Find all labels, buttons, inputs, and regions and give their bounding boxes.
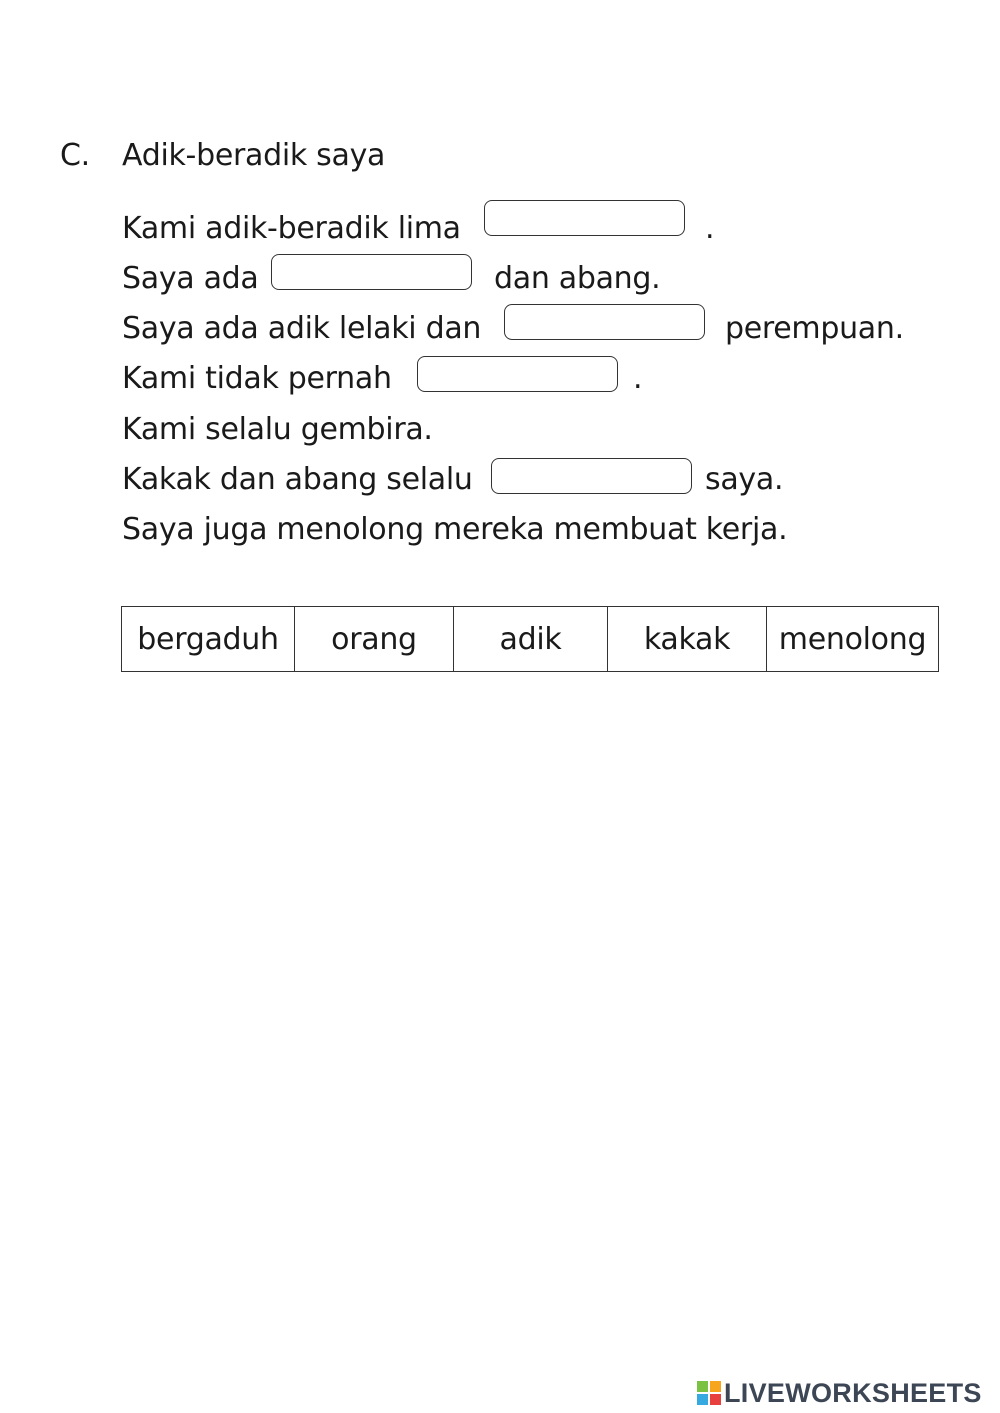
liveworksheets-logo-icon	[697, 1381, 721, 1405]
answer-field-2[interactable]	[271, 254, 472, 290]
section-title: Adik-beradik saya	[122, 138, 386, 173]
word-bank-item: orang	[295, 607, 454, 672]
sentence-6-start: Kakak dan abang selalu	[122, 462, 473, 497]
sentence-1-end: .	[705, 211, 715, 246]
answer-field-5[interactable]	[491, 458, 692, 494]
answer-field-3[interactable]	[504, 304, 705, 340]
liveworksheets-logo-text: LIVEWORKSHEETS	[724, 1377, 982, 1408]
sentence-1-start: Kami adik-beradik lima	[122, 211, 461, 246]
sentence-3-end: perempuan.	[725, 311, 904, 346]
answer-field-1[interactable]	[484, 200, 685, 236]
word-bank-item: menolong	[767, 607, 939, 672]
sentence-4-end: .	[633, 361, 643, 396]
sentence-5: Kami selalu gembira.	[122, 412, 433, 447]
answer-field-4[interactable]	[417, 356, 618, 392]
sentence-2-end: dan abang.	[494, 261, 661, 296]
word-bank	[121, 606, 939, 672]
liveworksheets-logo	[697, 1376, 982, 1410]
sentence-6-end: saya.	[705, 462, 784, 497]
sentence-2-start: Saya ada	[122, 261, 259, 296]
word-bank-item: adik	[454, 607, 608, 672]
section-letter: C.	[60, 138, 90, 173]
sentence-4-start: Kami tidak pernah	[122, 361, 392, 396]
sentence-3-start: Saya ada adik lelaki dan	[122, 311, 482, 346]
sentence-7: Saya juga menolong mereka membuat kerja.	[122, 512, 788, 547]
word-bank-item: kakak	[608, 607, 767, 672]
word-bank-item: bergaduh	[122, 607, 295, 672]
